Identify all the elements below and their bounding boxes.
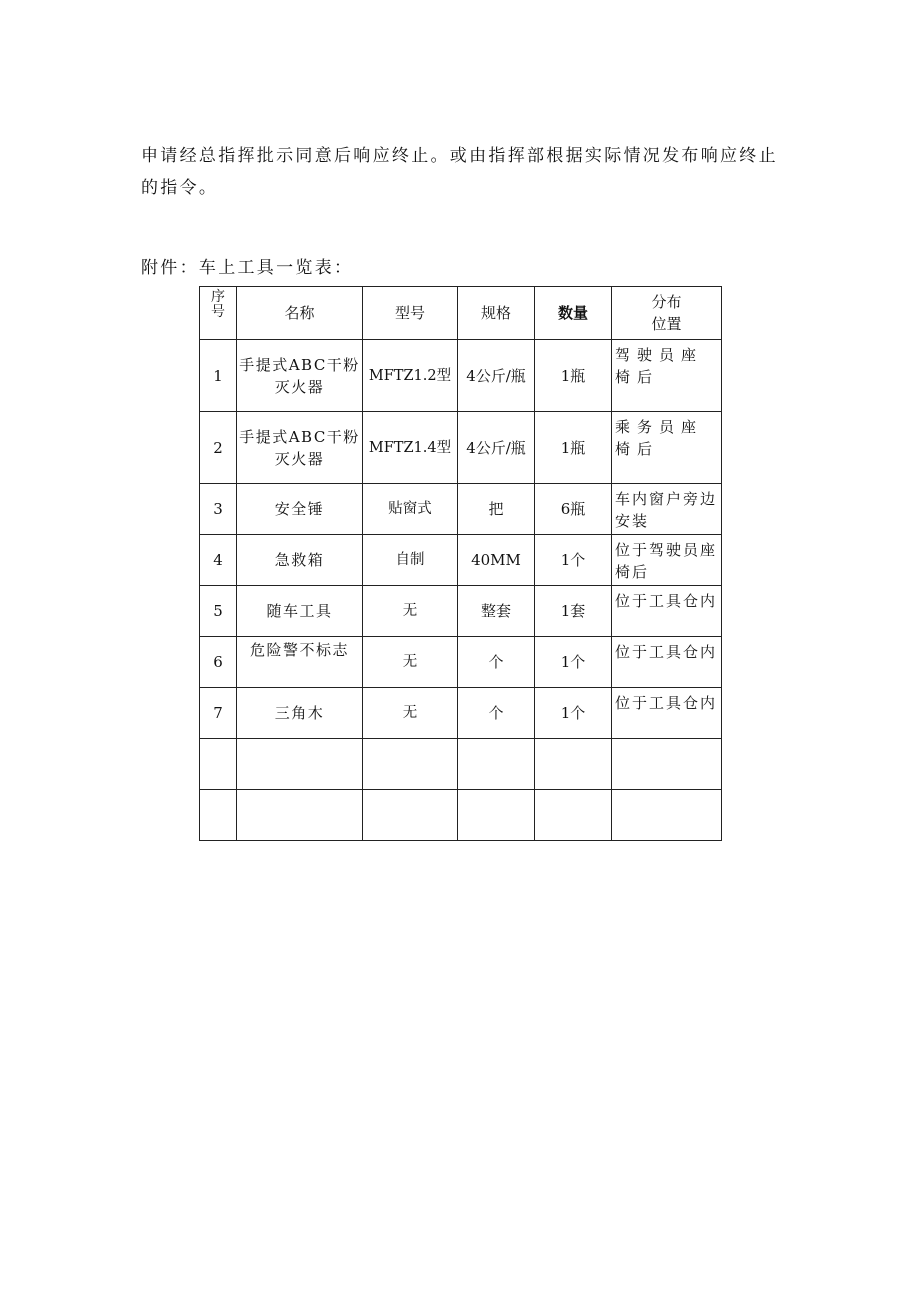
- table-header-row: [200, 287, 722, 340]
- cell-name: 手提式ABC干粉灭火器: [237, 412, 363, 484]
- cell-location: 车内窗户旁边安装: [612, 484, 722, 535]
- header-seq: 序号: [200, 287, 237, 340]
- cell-empty: [535, 739, 612, 790]
- cell-spec: 4公斤/瓶: [458, 412, 535, 484]
- table-row: [200, 412, 722, 484]
- cell-location: 位于驾驶员座椅后: [612, 535, 722, 586]
- cell-location: 位于工具仓内: [612, 586, 722, 637]
- cell-seq: 7: [200, 688, 237, 739]
- cell-seq: 1: [200, 340, 237, 412]
- cell-empty: [458, 739, 535, 790]
- cell-seq: 4: [200, 535, 237, 586]
- cell-qty: 1个: [535, 535, 612, 586]
- tools-table: [199, 286, 722, 841]
- table-row: [200, 340, 722, 412]
- header-location: [612, 287, 722, 340]
- cell-location: 位于工具仓内: [612, 688, 722, 739]
- attachment-title: 附件：车上工具一览表：: [141, 258, 354, 278]
- cell-spec: 把: [458, 484, 535, 535]
- cell-model: 无: [363, 688, 458, 739]
- cell-model: MFTZ1.4型: [363, 412, 458, 484]
- table-row-empty: [200, 739, 722, 790]
- cell-empty: [612, 739, 722, 790]
- table-row: [200, 637, 722, 688]
- cell-spec: 40MM: [458, 535, 535, 586]
- cell-empty: [200, 790, 237, 841]
- cell-seq: 3: [200, 484, 237, 535]
- cell-name: 安全锤: [237, 484, 363, 535]
- cell-empty: [237, 739, 363, 790]
- cell-empty: [237, 790, 363, 841]
- cell-spec: 4公斤/瓶: [458, 340, 535, 412]
- cell-name: 随车工具: [237, 586, 363, 637]
- cell-model: 无: [363, 586, 458, 637]
- cell-empty: [458, 790, 535, 841]
- cell-empty: [612, 790, 722, 841]
- cell-model: 自制: [363, 535, 458, 586]
- header-model: 型号: [363, 287, 458, 340]
- cell-qty: 1个: [535, 688, 612, 739]
- cell-name: 手提式ABC干粉灭火器: [237, 340, 363, 412]
- cell-seq: 6: [200, 637, 237, 688]
- table-row-empty: [200, 790, 722, 841]
- header-spec: 规格: [458, 287, 535, 340]
- cell-spec: 个: [458, 688, 535, 739]
- table-row: [200, 688, 722, 739]
- cell-empty: [200, 739, 237, 790]
- header-qty: 数量: [535, 287, 612, 340]
- cell-qty: 1瓶: [535, 340, 612, 412]
- cell-qty: 1套: [535, 586, 612, 637]
- cell-empty: [363, 790, 458, 841]
- cell-seq: 2: [200, 412, 237, 484]
- cell-model: 无: [363, 637, 458, 688]
- cell-empty: [535, 790, 612, 841]
- cell-seq: 5: [200, 586, 237, 637]
- cell-empty: [363, 739, 458, 790]
- cell-location: 驾驶员座椅后: [612, 340, 722, 412]
- cell-name: 三角木: [237, 688, 363, 739]
- header-location-line2: 位置: [651, 315, 682, 333]
- cell-name: 急救箱: [237, 535, 363, 586]
- cell-qty: 6瓶: [535, 484, 612, 535]
- body-paragraph: 申请经总指挥批示同意后响应终止。或由指挥部根据实际情况发布响应终止的指令。: [141, 146, 778, 198]
- table-row: [200, 484, 722, 535]
- table-row: [200, 535, 722, 586]
- cell-spec: 整套: [458, 586, 535, 637]
- cell-name: 危险警不标志: [237, 637, 363, 688]
- cell-model: MFTZ1.2型: [363, 340, 458, 412]
- header-location-line1: 分布: [651, 293, 682, 311]
- cell-qty: 1个: [535, 637, 612, 688]
- cell-location: 位于工具仓内: [612, 637, 722, 688]
- header-name: 名称: [237, 287, 363, 340]
- cell-qty: 1瓶: [535, 412, 612, 484]
- cell-model: 贴窗式: [363, 484, 458, 535]
- cell-spec: 个: [458, 637, 535, 688]
- table-row: [200, 586, 722, 637]
- cell-location: 乘务员座椅后: [612, 412, 722, 484]
